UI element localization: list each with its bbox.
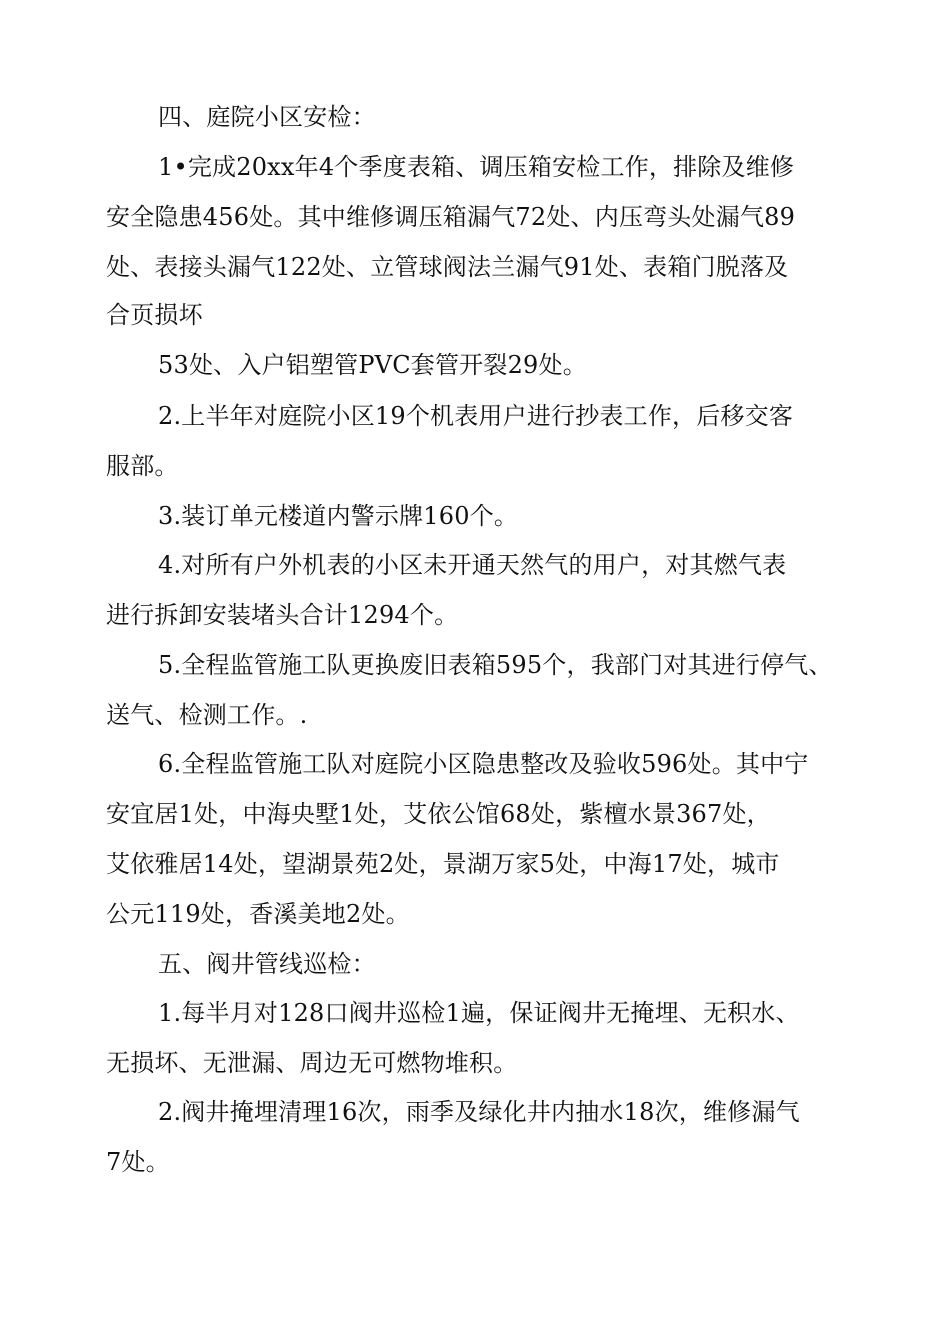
paragraph-line: 1.每半月对128口阀井巡检1遍，保证阀井无掩埋、无积水、	[158, 999, 800, 1027]
section-heading-courtyard-inspection: 四、庭院小区安检：	[158, 103, 376, 131]
paragraph-line: 53处、入户铝塑管PVC套管开裂29处。	[158, 351, 587, 379]
paragraph-line: 4.对所有户外机表的小区未开通天然气的用户，对其燃气表	[158, 551, 787, 579]
paragraph-line: 处、表接头漏气122处、立管球阀法兰漏气91处、表箱门脱落及	[106, 253, 789, 281]
paragraph-line: 1•完成20xx年4个季度表箱、调压箱安检工作，排除及维修	[158, 153, 795, 181]
paragraph-line: 公元119处，香溪美地2处。	[106, 900, 410, 928]
paragraph-line: 进行拆卸安装堵头合计1294个。	[106, 601, 459, 629]
paragraph-line: 无损坏、无泄漏、周边无可燃物堆积。	[106, 1049, 518, 1077]
paragraph-line: 合页损坏	[106, 301, 203, 329]
paragraph-line: 6.全程监管施工队对庭院小区隐患整改及验收596处。其中宁	[158, 750, 809, 778]
paragraph-line: 2.上半年对庭院小区19个机表用户进行抄表工作，后移交客	[158, 402, 794, 430]
paragraph-line: 安全隐患456处。其中维修调压箱漏气72处、内压弯头处漏气89	[106, 203, 796, 231]
section-heading-valve-well-patrol: 五、阀井管线巡检：	[158, 950, 376, 978]
paragraph-line: 安宜居1处，中海央墅1处，艾依公馆68处，紫檀水景367处，	[106, 800, 771, 828]
paragraph-line: 7处。	[106, 1148, 170, 1176]
paragraph-line: 3.装订单元楼道内警示牌160个。	[158, 502, 519, 530]
paragraph-line: 5.全程监管施工队更换废旧表箱595个，我部门对其进行停气、	[158, 651, 833, 679]
paragraph-line: 艾依雅居14处，望湖景苑2处，景湖万家5处，中海17处，城市	[106, 850, 780, 878]
paragraph-line: 送气、检测工作。.	[106, 701, 308, 729]
paragraph-line: 服部。	[106, 452, 179, 480]
paragraph-line: 2.阀井掩埋清理16次，雨季及绿化井内抽水18次，维修漏气	[158, 1098, 800, 1126]
